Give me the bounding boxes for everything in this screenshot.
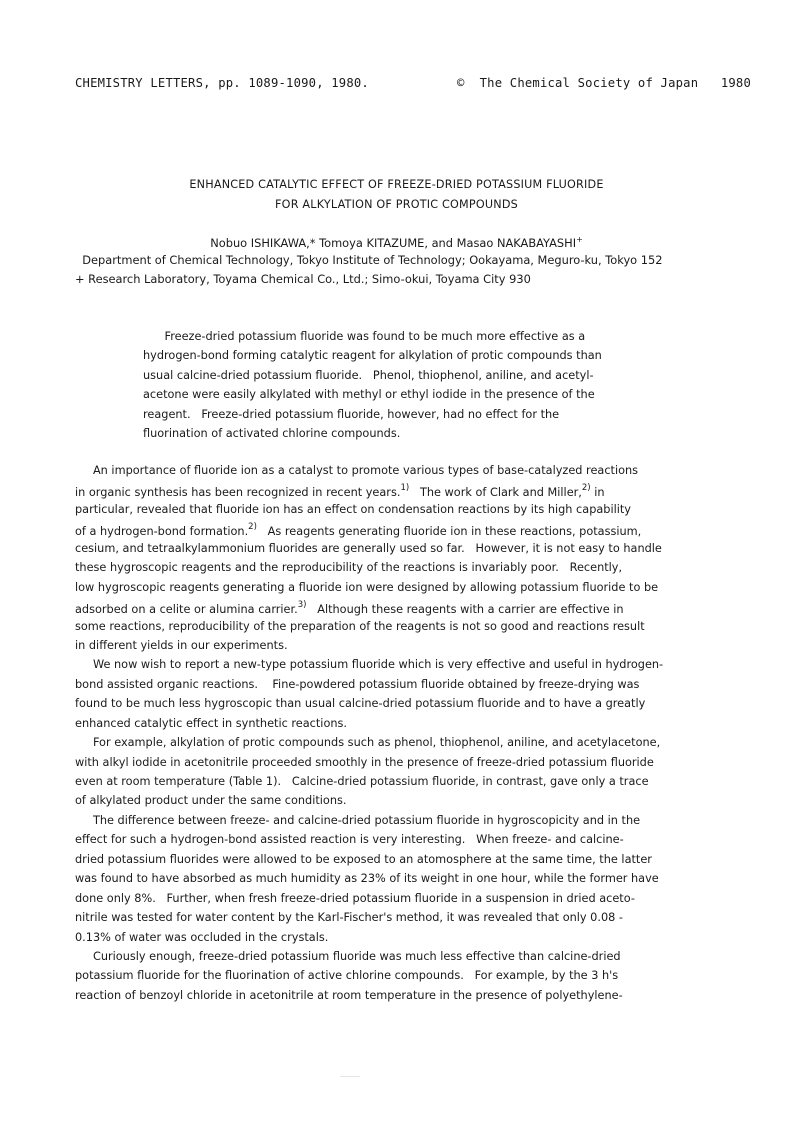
body-line: of alkylated product under the same conditions. (75, 794, 347, 808)
body-line: in different yields in our experiments. (75, 638, 288, 652)
body-line: cesium, and tetraalkylammonium fluorides are generally used so far. However, it is not easy to handle (75, 541, 662, 555)
running-header (75, 74, 751, 92)
body-line: found to be much less hygroscopic than usual calcine-dried potassium fluoride and to have a greatly (75, 697, 646, 711)
body-line: nitrile was tested for water content by the Karl-Fischer's method, it was revealed that only 0.08 - (75, 911, 623, 925)
body-line: potassium fluoride for the fluorination of active chlorine compounds. For example, by the 3 h's (75, 969, 619, 983)
copyright-notice: © The Chemical Society of Japan 1980 (457, 76, 751, 90)
body-text: The work of Clark and Miller, (409, 486, 582, 500)
authors-text: Nobuo ISHIKAWA,* Tomoya KITAZUME, and Masao NAKABAYASHI (210, 235, 577, 250)
affiliation-1: Department of Chemical Technology, Tokyo Institute of Technology; Ookayama, Meguro-ku, Tokyo 152 (75, 253, 663, 267)
body-text: in organic synthesis has been recognized in recent years. (75, 486, 401, 500)
abstract-line: hydrogen-bond forming catalytic reagent for alkylation of protic compounds than (143, 349, 602, 363)
body-line: For example, alkylation of protic compounds such as phenol, thiophenol, aniline, and acetylacetone, (75, 736, 661, 750)
body-text: As reagents generating fluoride ion in these reactions, potassium, (256, 525, 642, 539)
title-line-1: ENHANCED CATALYTIC EFFECT OF FREEZE-DRIED POTASSIUM FLUORIDE (189, 178, 604, 191)
body-line: was found to have absorbed as much humidity as 23% of its weight in one hour, while the former have (75, 872, 659, 886)
page-footer-mark (340, 1076, 360, 1077)
reference-marker: 2) (581, 483, 591, 494)
author-affiliation-mark: + (576, 235, 583, 244)
article-body (75, 461, 751, 1005)
body-line: bond assisted organic reactions. Fine-powdered potassium fluoride obtained by freeze-drying was (75, 677, 640, 691)
body-line: An importance of fluoride ion as a catalyst to promote various types of base-catalyzed reactions (75, 464, 639, 477)
body-line (75, 519, 751, 538)
abstract-line: Freeze-dried potassium fluoride was found to be much more effective as a (143, 330, 586, 343)
body-text: adsorbed on a celite or alumina carrier. (75, 602, 298, 616)
body-line: effect for such a hydrogen-bond assisted reaction is very interesting. When freeze- and calcine- (75, 833, 624, 847)
body-line: done only 8%. Further, when fresh freeze-dried potassium fluoride in a suspension in dried aceto- (75, 891, 635, 905)
body-line: dried potassium fluorides were allowed to be exposed to an atomosphere at the same time, the latter (75, 852, 652, 866)
body-line (75, 480, 751, 499)
journal-citation: CHEMISTRY LETTERS, pp. 1089-1090, 1980. (75, 76, 369, 90)
body-line: The difference between freeze- and calcine-dried potassium fluoride in hygroscopicity and in the (75, 813, 641, 827)
abstract-line: reagent. Freeze-dried potassium fluoride, however, had no effect for the (143, 407, 560, 421)
abstract-line: usual calcine-dried potassium fluoride. Phenol, thiophenol, aniline, and acetyl- (143, 368, 594, 382)
abstract (143, 327, 663, 443)
abstract-line: acetone were easily alkylated with methyl or ethyl iodide in the presence of the (143, 388, 595, 402)
body-line: even at room temperature (Table 1). Calcine-dried potassium fluoride, in contrast, gave only a trace (75, 775, 649, 788)
body-line: Curiously enough, freeze-dried potassium fluoride was much less effective than calcine-dried (75, 949, 621, 963)
body-line: We now wish to report a new-type potassium fluoride which is very effective and useful in hydrogen- (75, 658, 664, 672)
title-line-2: FOR ALKYLATION OF PROTIC COMPOUNDS (275, 198, 518, 211)
article-title (0, 175, 793, 215)
reference-marker: 3) (297, 600, 307, 611)
body-line: reaction of benzoyl chloride in acetonitrile at room temperature in the presence of polyethylene- (75, 988, 623, 1002)
abstract-line: fluorination of activated chlorine compounds. (143, 426, 401, 440)
body-line: with alkyl iodide in acetonitrile proceeded smoothly in the presence of freeze-dried potassium fluoride (75, 755, 654, 769)
body-line: low hygroscopic reagents generating a fluoride ion were designed by allowing potassium fluoride to be (75, 580, 659, 594)
body-line: 0.13% of water was occluded in the crystals. (75, 930, 329, 944)
body-line: particular, revealed that fluoride ion has an effect on condensation reactions by its high capability (75, 502, 631, 516)
reference-marker: 1) (400, 483, 410, 494)
body-text: in (590, 486, 605, 500)
body-text: Although these reagents with a carrier are effective in (306, 602, 624, 616)
body-line: these hygroscopic reagents and the reproducibility of the reactions is invariably poor. Recently, (75, 561, 623, 575)
body-line: some reactions, reproducibility of the preparation of the reagents is not so good and reactions result (75, 619, 645, 633)
reference-marker: 2) (248, 522, 257, 533)
body-line: enhanced catalytic effect in synthetic reactions. (75, 716, 347, 730)
body-text: of a hydrogen-bond formation. (75, 525, 249, 539)
affiliation-2: + Research Laboratory, Toyama Chemical Co., Ltd.; Simo-okui, Toyama City 930 (75, 272, 531, 286)
body-line (75, 597, 751, 616)
